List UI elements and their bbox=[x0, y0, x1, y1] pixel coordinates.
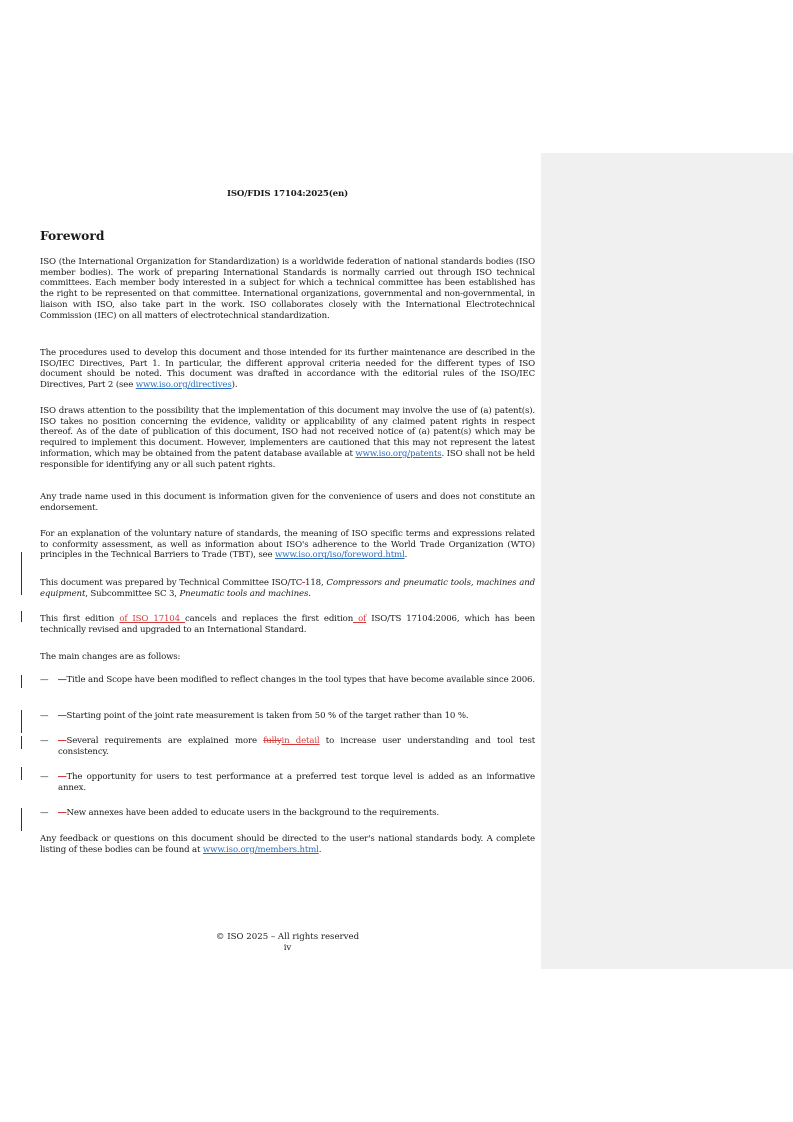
deleted-dash: — bbox=[58, 772, 67, 782]
paragraph-text: , Subcommittee SC 3, bbox=[85, 588, 180, 599]
change-text: to increase user understanding and tool test consistency. bbox=[58, 736, 536, 757]
change-item bbox=[40, 808, 535, 819]
bullet-dash: — bbox=[40, 711, 49, 721]
paragraph-text: ISO draws attention to the possibility that the implementation of this document may involve the use of (a) patent(s). ISO takes no position concerning the evidence, validity or applicability of any claimed patent rights in respect thereof. As of the date of publication of this document, ISO had not received notice of (a) patent(s) which may be required to implement this document. However, implementers are cautioned that this may not represent the latest information, which may be obtained from the patent database available at bbox=[40, 406, 535, 459]
change-text: Title and Scope have been modified to reflect changes in the tool types that have become available since 2006. bbox=[66, 675, 535, 685]
deleted-dash: — bbox=[58, 675, 67, 685]
foreword-link[interactable]: www.iso.org/iso/foreword.html bbox=[275, 550, 405, 561]
foreword-heading: Foreword bbox=[40, 228, 105, 243]
directives-link[interactable]: www.iso.org/directives bbox=[135, 380, 232, 391]
paragraph-text: This document was prepared by Technical Committee ISO/TC bbox=[40, 578, 303, 588]
footer-page-number: iv bbox=[283, 943, 292, 953]
paragraph-text: cancels and replaces the first edition bbox=[185, 614, 354, 624]
change-item bbox=[40, 711, 535, 722]
paragraph-text: ISO/TS 17104:2006, which has been technically revised and upgraded to an International Standard. bbox=[40, 614, 536, 635]
paragraph-text: For an explanation of the voluntary nature of standards, the meaning of ISO specific terms and expressions related to conformity assessment, as well as information about ISO's adherence to the World Trade Organization (WTO) principles in the Technical Barriers to Trade (TBT), see bbox=[40, 529, 535, 561]
deleted-text: fully bbox=[263, 736, 282, 746]
paragraph-text: . bbox=[318, 844, 322, 855]
revision-bar bbox=[21, 675, 22, 688]
committee-title: Compressors and pneumatic tools, machines and equipment bbox=[40, 578, 535, 599]
footer-copyright: © ISO 2025 – All rights reserved bbox=[215, 932, 360, 942]
bullet-dash: — bbox=[40, 772, 49, 782]
paragraph-text: ). bbox=[231, 380, 238, 391]
change-item bbox=[40, 675, 535, 686]
paragraph-text: . bbox=[404, 550, 408, 561]
inserted-text: of ISO 17104 bbox=[119, 614, 185, 624]
inserted-text: of bbox=[353, 614, 367, 624]
patents-link[interactable]: www.iso.org/patents bbox=[355, 448, 442, 459]
bullet-dash: — bbox=[40, 808, 49, 818]
revision-bar bbox=[21, 736, 22, 749]
revision-bar bbox=[21, 808, 22, 831]
deleted-dash: — bbox=[58, 711, 67, 721]
paragraph-text: Any feedback or questions on this document should be directed to the user's national standards body. A complete listing of these bodies can be found at bbox=[40, 834, 535, 855]
paragraph-feedback bbox=[40, 834, 535, 855]
revision-bar bbox=[21, 552, 22, 595]
bullet-dash: — bbox=[40, 736, 49, 746]
paragraph-text: 118, bbox=[305, 578, 327, 588]
paragraph-text: . bbox=[308, 588, 311, 599]
change-text: New annexes have been added to educate users in the background to the requirements. bbox=[66, 808, 439, 818]
paragraph-edition bbox=[40, 614, 535, 635]
paragraph-text: The procedures used to develop this document and those intended for its further maintenance are described in the ISO/IEC Directives, Part 1. In particular, the different approval criteria needed for the different types of ISO document should be noted. This document was drafted in accordance with the editorial rules of the ISO/IEC Directives, Part 2 (see bbox=[40, 348, 535, 391]
paragraph-text: . ISO shall not be held responsible for identifying any or all such patent rights. bbox=[40, 448, 535, 470]
paragraph-committee bbox=[40, 578, 535, 599]
document-header: ISO/FDIS 17104:2025(en) bbox=[226, 189, 348, 199]
paragraph-trade-name: Any trade name used in this document is information given for the convenience of users and does not constitute an endorsement. bbox=[40, 492, 535, 513]
change-text: Starting point of the joint rate measurement is taken from 50 % of the target rather than 10 %. bbox=[66, 711, 469, 721]
revision-bar bbox=[21, 767, 22, 780]
deleted-dash: — bbox=[58, 736, 67, 746]
change-text: Several requirements are explained more bbox=[66, 736, 264, 746]
change-text: The opportunity for users to test performance at a preferred test torque level is added as an informative annex. bbox=[58, 772, 535, 793]
paragraph-procedures bbox=[40, 348, 535, 391]
revision-bar bbox=[21, 710, 22, 733]
revision-bar bbox=[21, 611, 22, 622]
members-link[interactable]: www.iso.org/members.html bbox=[202, 844, 319, 855]
change-item bbox=[40, 736, 535, 757]
paragraph-patents bbox=[40, 406, 535, 470]
comment-pane bbox=[541, 153, 793, 969]
deleted-dash: — bbox=[58, 808, 67, 818]
paragraph-conformity bbox=[40, 529, 535, 561]
change-item bbox=[40, 772, 535, 793]
paragraph-text: This first edition bbox=[40, 614, 120, 624]
bullet-dash: — bbox=[40, 675, 49, 685]
paragraph-iso-intro: ISO (the International Organization for Standardization) is a worldwide federation of national standards bodies (ISO member bodies). The work of preparing International Standards is normally carried out through ISO technical committees. Each member body interested in a subject for which a technical committee has been established has the right to be represented on that committee. International organizations, governmental and non-governmental, in liaison with ISO, also take part in the work. ISO collaborates closely with the International Electrotechnical Commission (IEC) on all matters of electrotechnical standardization. bbox=[40, 257, 535, 321]
subcommittee-title: Pneumatic tools and machines bbox=[179, 588, 309, 599]
inserted-text: in detail bbox=[281, 736, 320, 746]
paragraph-main-changes: The main changes are as follows: bbox=[40, 652, 181, 662]
